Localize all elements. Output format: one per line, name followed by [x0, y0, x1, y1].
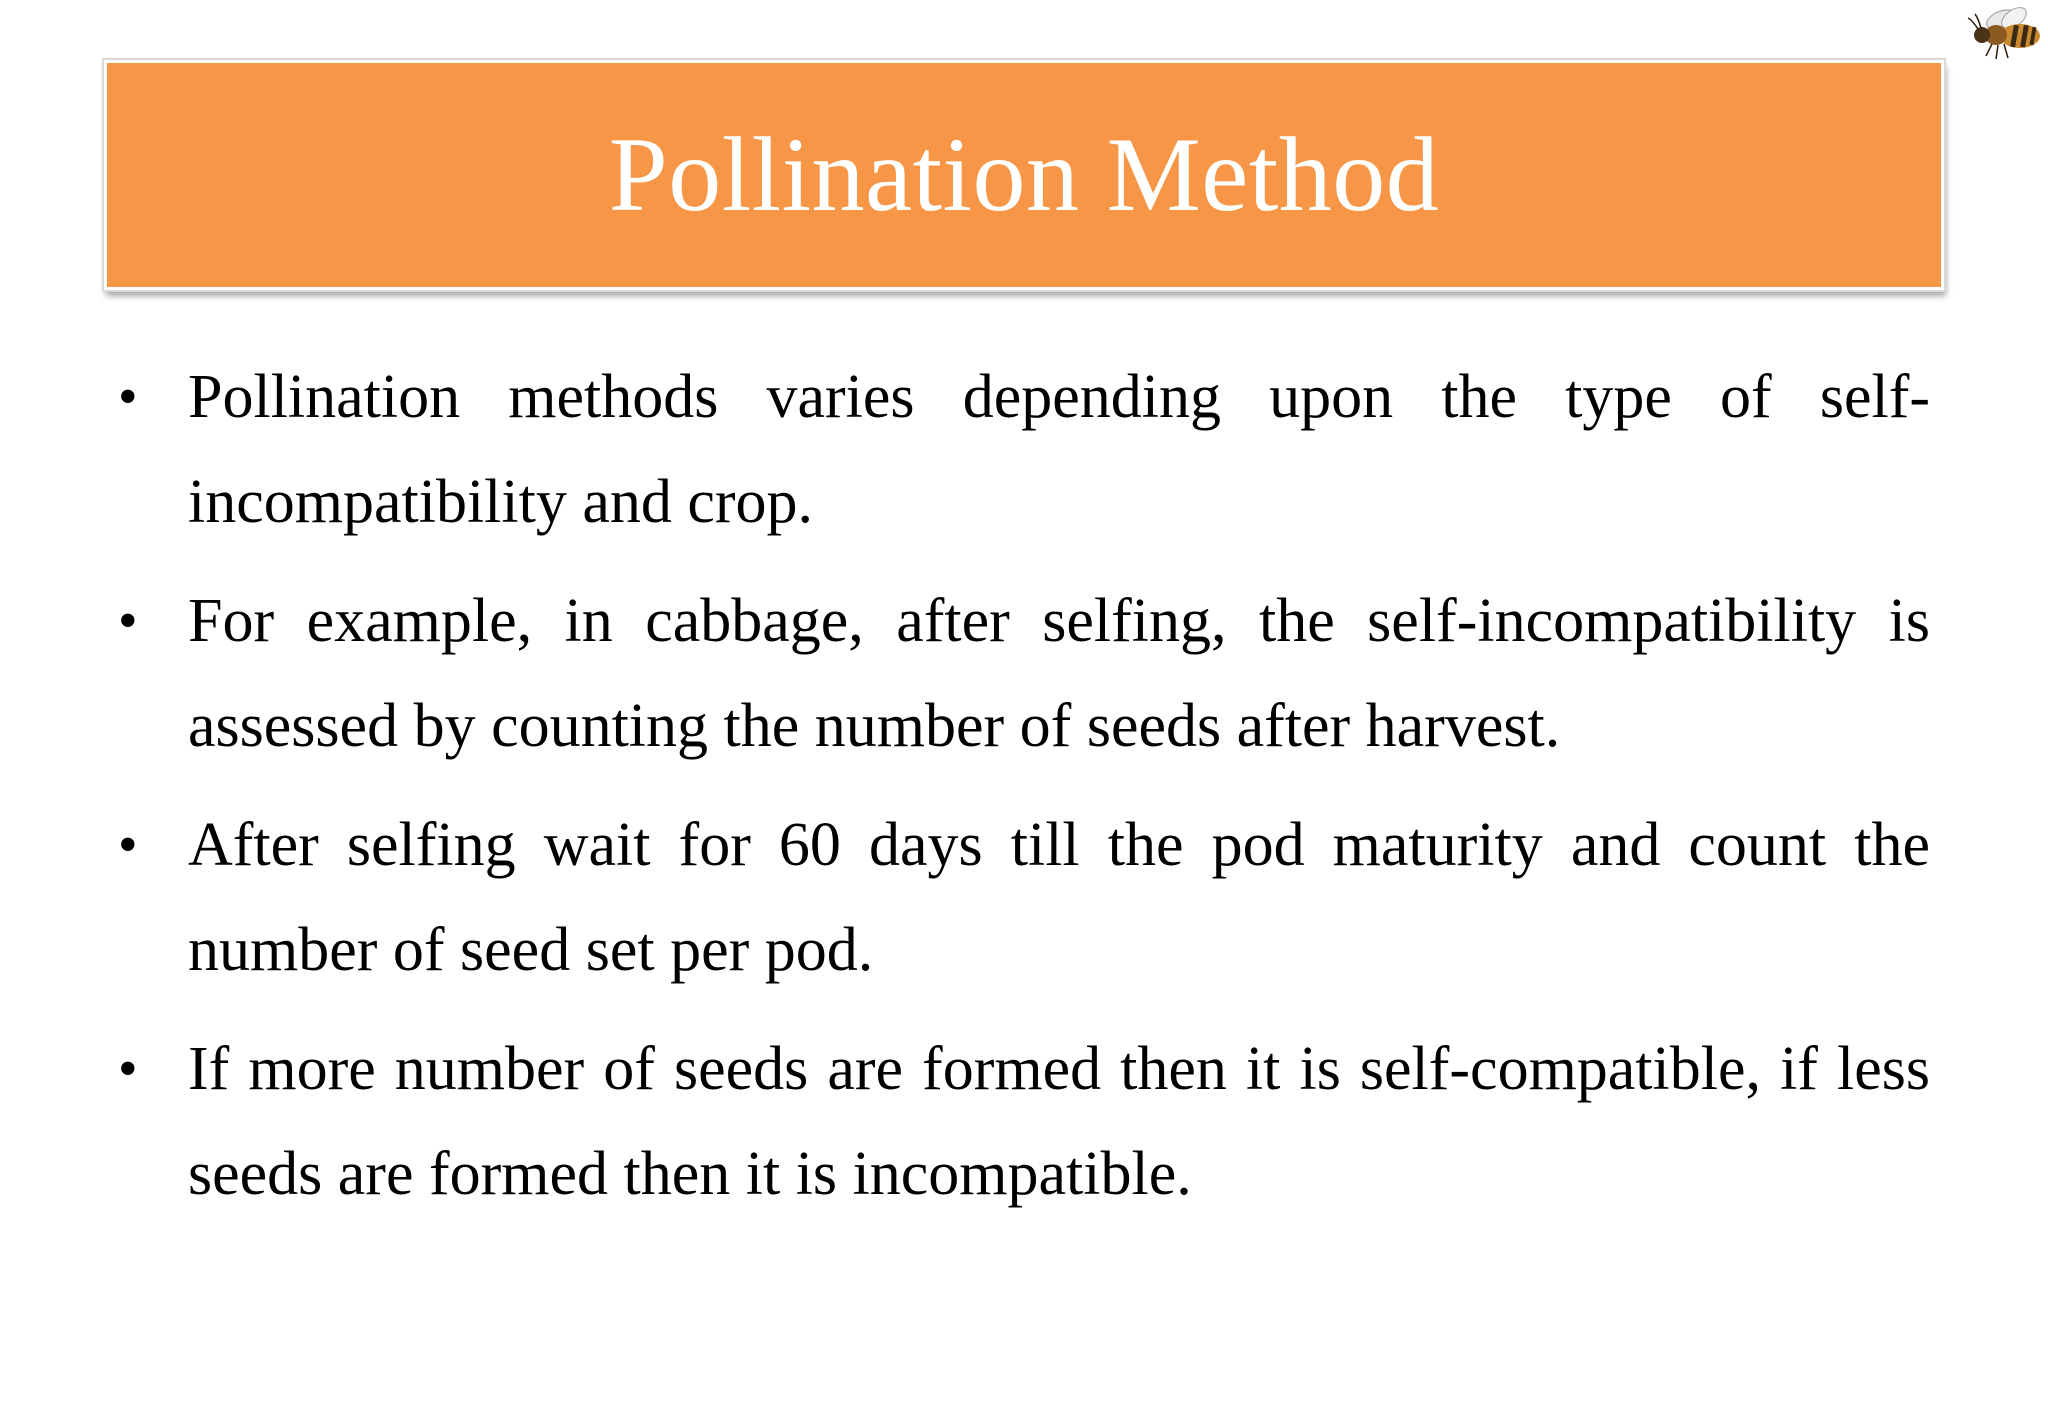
bee-icon [1962, 4, 2046, 66]
bullet-text: Pollination methods varies depending upon the type of self-incompatibility and crop. [188, 363, 1930, 536]
bullet-list [118, 345, 1930, 1241]
bullet-marker: • [118, 590, 138, 652]
title-banner [104, 60, 1944, 290]
list-item [118, 1017, 1930, 1227]
list-item [118, 569, 1930, 779]
list-item [118, 345, 1930, 555]
bullet-marker: • [118, 366, 138, 428]
bullet-marker: • [118, 814, 138, 876]
bullet-text: After selfing wait for 60 days till the pod maturity and count the number of seed set per pod. [188, 811, 1930, 984]
bullet-text: If more number of seeds are formed then it is self-compatible, if less seeds are formed then it is incompatible. [188, 1035, 1930, 1208]
slide-title: Pollination Method [608, 116, 1440, 233]
bullet-marker: • [118, 1038, 138, 1100]
bullet-text: For example, in cabbage, after selfing, the self-incompatibility is assessed by counting the number of seeds after harvest. [188, 587, 1930, 760]
list-item [118, 793, 1930, 1003]
